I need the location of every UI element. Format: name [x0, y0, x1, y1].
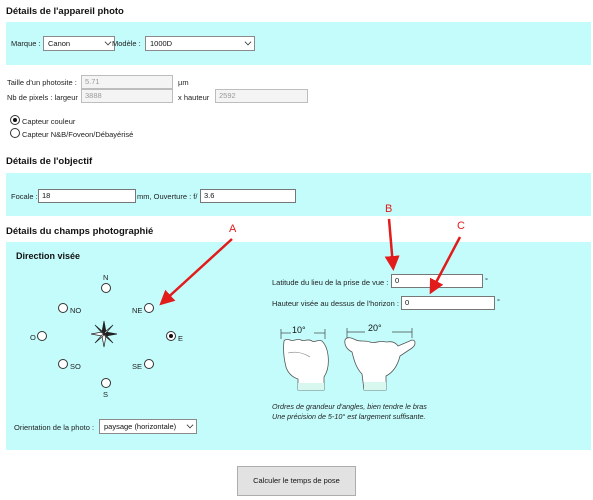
mono-sensor-label: Capteur N&B/Foveon/Débayérisé	[22, 130, 134, 139]
direction-radio-ne[interactable]	[144, 303, 154, 313]
direction-radio-se[interactable]	[144, 359, 154, 369]
orientation-label: Orientation de la photo :	[14, 423, 95, 432]
camera-band	[6, 22, 591, 65]
brand-select[interactable]	[43, 36, 115, 51]
model-select-value: 1000D	[150, 39, 173, 48]
mono-sensor-radio[interactable]	[10, 128, 20, 138]
camera-section-title: Détails de l'appareil photo	[6, 6, 124, 17]
note-line-2: Une précision de 5-10° est largement suffisante.	[272, 412, 426, 421]
pixels-label: Nb de pixels : largeur	[7, 93, 78, 102]
brand-label: Marque :	[11, 39, 41, 48]
direction-label-n: N	[103, 273, 109, 282]
compass-rose-icon	[90, 320, 118, 348]
calculate-button[interactable]: Calculer le temps de pose	[237, 466, 356, 496]
direction-label-so: SO	[70, 362, 81, 371]
height-label: x hauteur	[178, 93, 210, 102]
direction-radio-o[interactable]	[37, 331, 47, 341]
direction-radio-s[interactable]	[101, 378, 111, 388]
annotation-b: B	[385, 203, 393, 215]
latitude-field[interactable]: 0	[391, 274, 483, 288]
orientation-select-value: paysage (horizontale)	[104, 422, 177, 431]
latitude-unit: °	[485, 276, 488, 285]
direction-label-ne: NE	[132, 306, 143, 315]
chevron-down-icon	[105, 39, 112, 46]
focal-label: Focale :	[11, 192, 38, 201]
direction-label-se: SE	[132, 362, 143, 371]
direction-label-s: S	[103, 390, 109, 399]
chevron-down-icon	[245, 39, 252, 46]
aperture-field[interactable]: 3.6	[200, 189, 296, 203]
model-label: Modèle :	[112, 39, 141, 48]
hand-label-20: 20°	[368, 323, 382, 333]
lens-section-title: Détails de l'objectif	[6, 156, 93, 167]
color-sensor-radio[interactable]	[10, 115, 20, 125]
direction-radio-n[interactable]	[101, 283, 111, 293]
field-section-title: Détails du champs photographié	[6, 226, 154, 237]
hand-fist-icon	[278, 323, 332, 391]
direction-label-no: NO	[70, 306, 82, 315]
height-above-horizon-field[interactable]: 0	[401, 296, 495, 310]
model-select[interactable]	[145, 36, 255, 51]
annotation-c: C	[457, 220, 465, 232]
height-field[interactable]: 2592	[215, 89, 308, 103]
annotation-a: A	[229, 223, 237, 235]
direction-radio-so[interactable]	[58, 359, 68, 369]
latitude-label: Latitude du lieu de la prise de vue :	[272, 278, 389, 287]
lens-band	[6, 173, 591, 216]
width-field[interactable]: 3888	[81, 89, 173, 103]
photosite-unit: µm	[178, 78, 189, 87]
height-above-horizon-label: Hauteur visée au dessus de l'horizon :	[272, 299, 399, 308]
hand-label-10: 10°	[292, 325, 306, 335]
hand-span-icon	[340, 320, 420, 392]
color-sensor-label: Capteur couleur	[22, 117, 76, 126]
direction-label-o: O	[30, 333, 36, 342]
direction-radio-e[interactable]	[166, 331, 176, 341]
direction-label-e: E	[178, 334, 184, 343]
note-line-1: Ordres de grandeur d'angles, bien tendre le bras	[272, 402, 427, 411]
aperture-label: mm, Ouverture : f/	[137, 192, 198, 201]
direction-radio-no[interactable]	[58, 303, 68, 313]
height-unit: °	[497, 297, 500, 306]
photosite-label: Taille d'un photosite :	[7, 78, 77, 87]
brand-select-value: Canon	[48, 39, 71, 48]
chevron-down-icon	[187, 422, 194, 429]
direction-title: Direction visée	[16, 251, 81, 261]
orientation-select[interactable]	[99, 419, 197, 434]
photosite-field[interactable]: 5.71	[81, 75, 173, 89]
focal-field[interactable]: 18	[38, 189, 136, 203]
